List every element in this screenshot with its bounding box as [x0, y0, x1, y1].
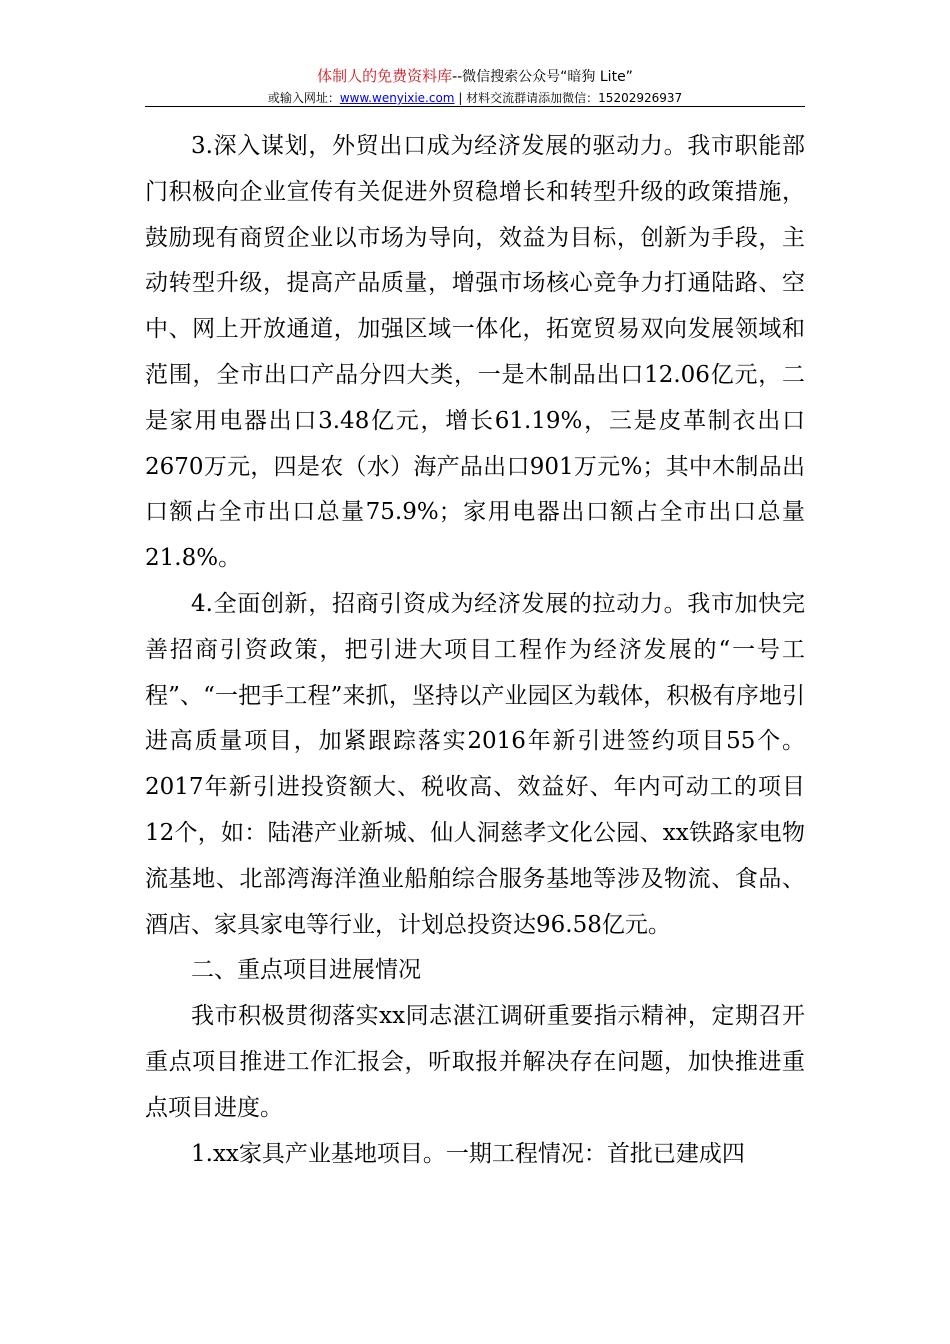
paragraph: 3.深入谋划，外贸出口成为经济发展的驱动力。我市职能部门积极向企业宣传有关促进外贸稳增长和转型升级的政策措施，鼓励现有商贸企业以市场为导向，效益为目标，创新为手段，主动转型升级，提高产品质量，增强市场核心竞争力打通陆路、空中、网上开放通道，加强区域一体化，拓宽贸易双向发展领域和范围，全市出口产品分四大类，一是木制品出口12.06亿元，二是家用电器出口3.48亿元，增长61.19%，三是皮革制衣出口2670万元，四是农（水）海产品出口901万元%；其中木制品出口额占全市出口总量75.9%；家用电器出口额占全市出口总量21.8%。	[145, 133, 805, 572]
header-rule	[145, 106, 805, 107]
page-header	[145, 66, 805, 108]
paragraph: 4.全面创新，招商引资成为经济发展的拉动力。我市加快完善招商引资政策，把引进大项目工程作为经济发展的“一号工程”、“一把手工程”来抓，坚持以产业园区为载体，积极有序地引进高质量项目，加紧跟踪落实2016年新引进签约项目55个。2017年新引进投资额大、税收高、效益好、年内可动工的项目12个，如：陆港产业新城、仙人洞慈孝文化公园、xx铁路家电物流基地、北部湾海洋渔业船舶综合服务基地等涉及物流、食品、酒店、家具家电等行业，计划总投资达96.58亿元。	[145, 590, 805, 938]
header-url-prefix: 或输入网址：	[267, 91, 340, 105]
header-line-1	[145, 66, 805, 87]
section-heading: 二、重点项目进展情况	[191, 957, 421, 984]
header-line-2	[145, 88, 805, 108]
paragraph: 我市积极贯彻落实xx同志湛江调研重要指示精神，定期召开重点项目推进工作汇报会，听取报并解决存在问题，加快推进重点项目进度。	[145, 1003, 805, 1121]
document-body	[145, 124, 805, 1177]
header-brand: 体制人的免费资料库	[317, 67, 453, 85]
paragraph: 1.xx家具产业基地项目。一期工程情况：首批已建成四	[191, 1140, 745, 1167]
header-contact: | 材料交流群请添加微信：15202926937	[454, 91, 683, 105]
header-url-link[interactable]: www.wenyixie.com	[339, 91, 455, 105]
header-tagline: --微信搜索公众号“暗狗 Lite”	[452, 69, 633, 85]
